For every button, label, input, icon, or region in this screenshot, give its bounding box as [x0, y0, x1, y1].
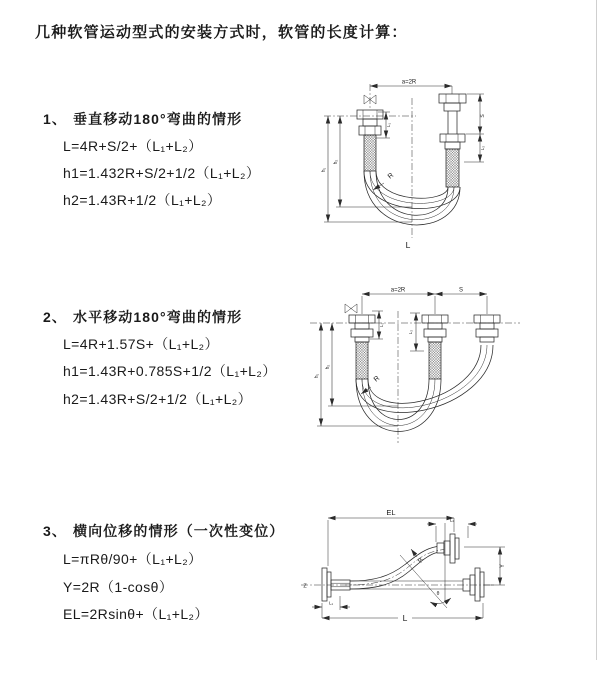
dim-label-l: L — [402, 613, 408, 623]
section-1-heading-text: 垂直移动180°弯曲的情形 — [73, 111, 243, 127]
dimension-l2 — [408, 313, 424, 351]
dim-label-l1: L₁ — [328, 600, 334, 606]
formula-line: L=4R+S/2+（L₁+L₂） — [63, 138, 203, 154]
left-hose-assembly — [349, 315, 375, 379]
diagram-vertical-180-bend — [312, 72, 512, 257]
dimension-el — [328, 508, 454, 566]
upper-flange-assembly — [437, 534, 459, 563]
middle-hose-assembly — [422, 315, 448, 379]
dimension-l2 — [464, 134, 485, 162]
right-hose-assembly-ghost — [474, 315, 500, 342]
braided-hose-section — [364, 135, 376, 171]
centerline-z-mark: Z — [303, 583, 307, 590]
left-flange-assembly — [322, 568, 350, 601]
dim-label-h1: h₁ — [314, 373, 320, 379]
dim-label-l1: L₁ — [379, 322, 384, 328]
right-hose-assembly — [439, 94, 466, 187]
formula-line: h2=1.43R+S/2+1/2（L₁+L₂） — [63, 391, 253, 407]
dimension-l1 — [312, 596, 350, 610]
formula-line: h1=1.432R+S/2+1/2（L₁+L₂） — [63, 165, 261, 181]
u-bend-curves — [356, 345, 493, 432]
section-1-number: 1、 — [43, 111, 67, 127]
formula-line: h1=1.43R+0.785S+1/2（L₁+L₂） — [63, 363, 277, 379]
page-title: 几种软管运动型式的安装方式时，软管的长度计算： — [35, 24, 408, 41]
dim-label-l1: L₁ — [386, 122, 391, 128]
section-3-number: 3、 — [43, 523, 67, 539]
dim-label-y: Y — [500, 563, 506, 569]
dimension-s — [466, 94, 486, 134]
section-3-heading — [43, 521, 284, 541]
section-3-heading-text: 横向位移的情形（一次性变位） — [73, 523, 285, 539]
dim-label-theta: θ — [436, 591, 440, 597]
dim-label-h2: h₂ — [325, 364, 331, 370]
dim-label-h1: h₁ — [321, 167, 327, 173]
section-2-heading — [43, 307, 242, 327]
section-1-heading — [43, 109, 242, 129]
dim-label-h2: h₂ — [333, 159, 339, 165]
left-hose-assembly — [357, 110, 383, 171]
dim-label-s: S — [480, 114, 486, 118]
dim-label-l2: L₂ — [480, 145, 485, 151]
s-curve-hose — [345, 547, 444, 590]
formula-line: L=4R+1.57S+（L₁+L₂） — [63, 336, 219, 352]
dim-label-r: R — [386, 171, 396, 181]
dimension-s — [435, 288, 487, 295]
right-flange-assembly — [463, 568, 492, 601]
dimension-a2r — [370, 80, 452, 95]
formula-line: EL=2Rsinθ+（L₁+L₂） — [63, 606, 209, 622]
dim-label-s: S — [458, 287, 464, 294]
valve-icon — [345, 304, 357, 313]
dim-label-l2: L₂ — [408, 329, 413, 335]
angle-construction — [400, 523, 451, 608]
braided-hose-section — [446, 149, 459, 187]
dim-label-l2: L₂ — [449, 517, 455, 524]
dim-label-a2r: a=2R — [390, 287, 406, 294]
section-2-heading-text: 水平移动180°弯曲的情形 — [73, 309, 243, 325]
diagram-horizontal-180-bend — [306, 281, 524, 461]
scan-edge-line — [596, 0, 597, 660]
formula-line: Y=2R（1-cosθ） — [63, 579, 174, 595]
braided-hose-section — [356, 342, 368, 379]
dim-label-r: R — [417, 557, 425, 564]
dim-label-el: EL — [386, 508, 396, 517]
dim-label-r: R — [372, 374, 382, 384]
dimension-l — [322, 600, 483, 623]
section-2-number: 2、 — [43, 309, 67, 325]
braided-hose-section — [429, 342, 441, 379]
dim-label-a2r: a=2R — [401, 79, 417, 86]
formula-line: L=πRθ/90+（L₁+L₂） — [63, 551, 203, 567]
dimension-l2 — [427, 518, 477, 543]
formula-line: h2=1.43R+1/2（L₁+L₂） — [63, 192, 222, 208]
diagram-lateral-displacement — [295, 500, 550, 630]
dimension-a2r — [362, 288, 435, 295]
dim-label-l: L — [405, 240, 411, 250]
